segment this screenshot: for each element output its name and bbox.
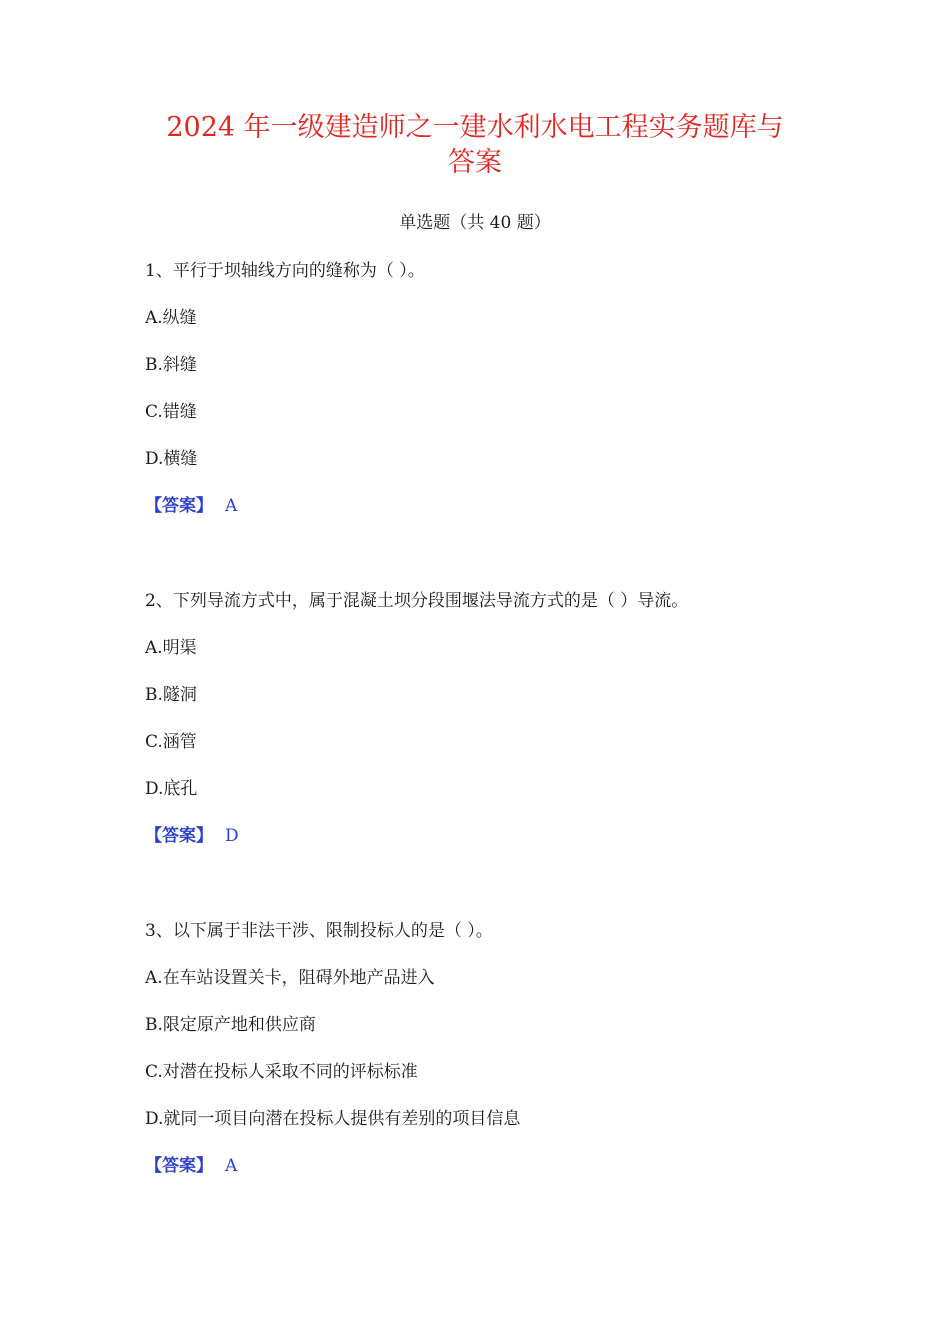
option-d: D.底孔 [145, 779, 198, 799]
answer-value: D [225, 826, 239, 846]
answer-row [145, 493, 237, 519]
option-b: B.限定原产地和供应商 [145, 1015, 316, 1035]
option-c: C.错缝 [145, 402, 197, 422]
option-b: B.隧洞 [145, 685, 197, 705]
option-a: A.纵缝 [145, 308, 197, 328]
option-b: B.斜缝 [145, 355, 197, 375]
option-a: A.在车站设置关卡，阻碍外地产品进入 [145, 968, 435, 988]
question-stem: 2、下列导流方式中，属于混凝土坝分段围堰法导流方式的是（ ）导流。 [145, 591, 689, 611]
answer-label: 【答案】 [145, 826, 213, 846]
question-stem: 3、以下属于非法干涉、限制投标人的是（ ）。 [145, 921, 493, 941]
answer-row [145, 823, 239, 849]
answer-label: 【答案】 [145, 496, 213, 516]
document-title-line-2: 答案 [448, 147, 502, 178]
section-heading: 单选题（共 40 题） [399, 213, 551, 233]
option-c: C.涵管 [145, 732, 197, 752]
answer-row [145, 1153, 237, 1179]
option-d: D.就同一项目向潜在投标人提供有差别的项目信息 [145, 1109, 521, 1129]
document-title-line-1: 2024 年一级建造师之一建水利水电工程实务题库与 [166, 112, 784, 143]
answer-value: A [225, 496, 238, 516]
question-stem: 1、平行于坝轴线方向的缝称为（ ）。 [145, 261, 425, 281]
option-d: D.横缝 [145, 449, 198, 469]
answer-label: 【答案】 [145, 1156, 213, 1176]
option-c: C.对潜在投标人采取不同的评标标准 [145, 1062, 418, 1082]
option-a: A.明渠 [145, 638, 197, 658]
answer-value: A [225, 1156, 238, 1176]
